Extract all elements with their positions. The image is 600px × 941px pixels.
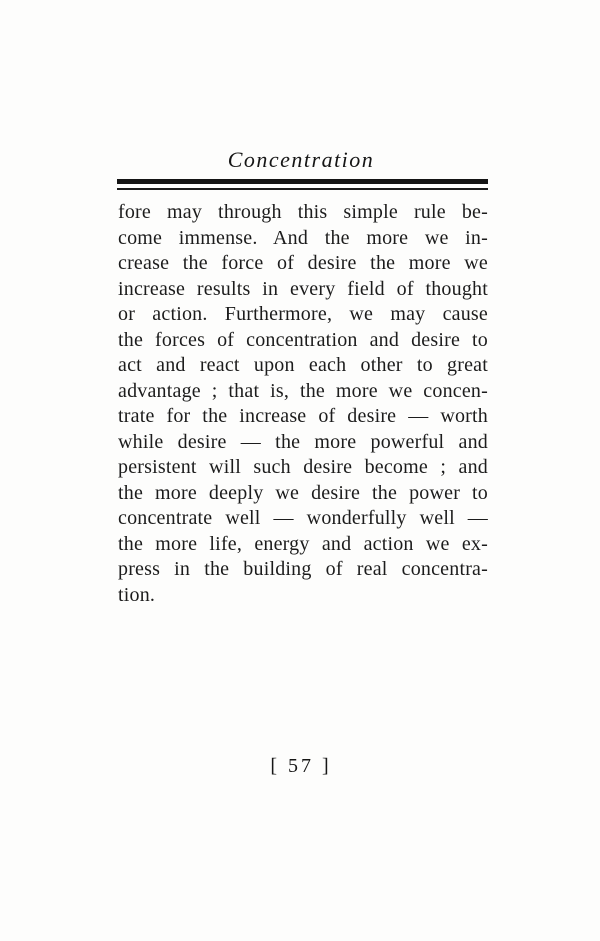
- running-head: Concentration: [227, 147, 375, 172]
- text-line: the more life, energy and action we ex-: [118, 532, 488, 555]
- header-rule-thick: [117, 179, 488, 184]
- text-line: tion.: [118, 583, 156, 606]
- text-line: trate for the increase of desire — worth: [118, 405, 488, 427]
- text-line: fore may through this simple rule be-: [118, 201, 488, 223]
- text-line: the forces of concentration and desire to: [118, 328, 488, 351]
- text-line: while desire — the more powerful and: [118, 430, 488, 453]
- text-line: persistent will such desire become ; and: [118, 456, 488, 478]
- page-number: [ 57 ]: [270, 755, 332, 777]
- text-line: or action. Furthermore, we may cause: [118, 303, 488, 325]
- body-text: [118, 200, 488, 608]
- text-line: the more deeply we desire the power to: [118, 481, 488, 504]
- text-line: advantage ; that is, the more we concen-: [118, 379, 488, 402]
- text-line: concentrate well — wonderfully well —: [118, 507, 488, 529]
- text-line: crease the force of desire the more we: [118, 252, 488, 274]
- text-line: come immense. And the more we in-: [118, 226, 488, 249]
- text-line: press in the building of real concentra-: [118, 558, 488, 580]
- text-line: act and react upon each other to great: [118, 354, 488, 376]
- text-line: increase results in every field of thought: [118, 277, 488, 300]
- header-rule-thin: [117, 188, 488, 190]
